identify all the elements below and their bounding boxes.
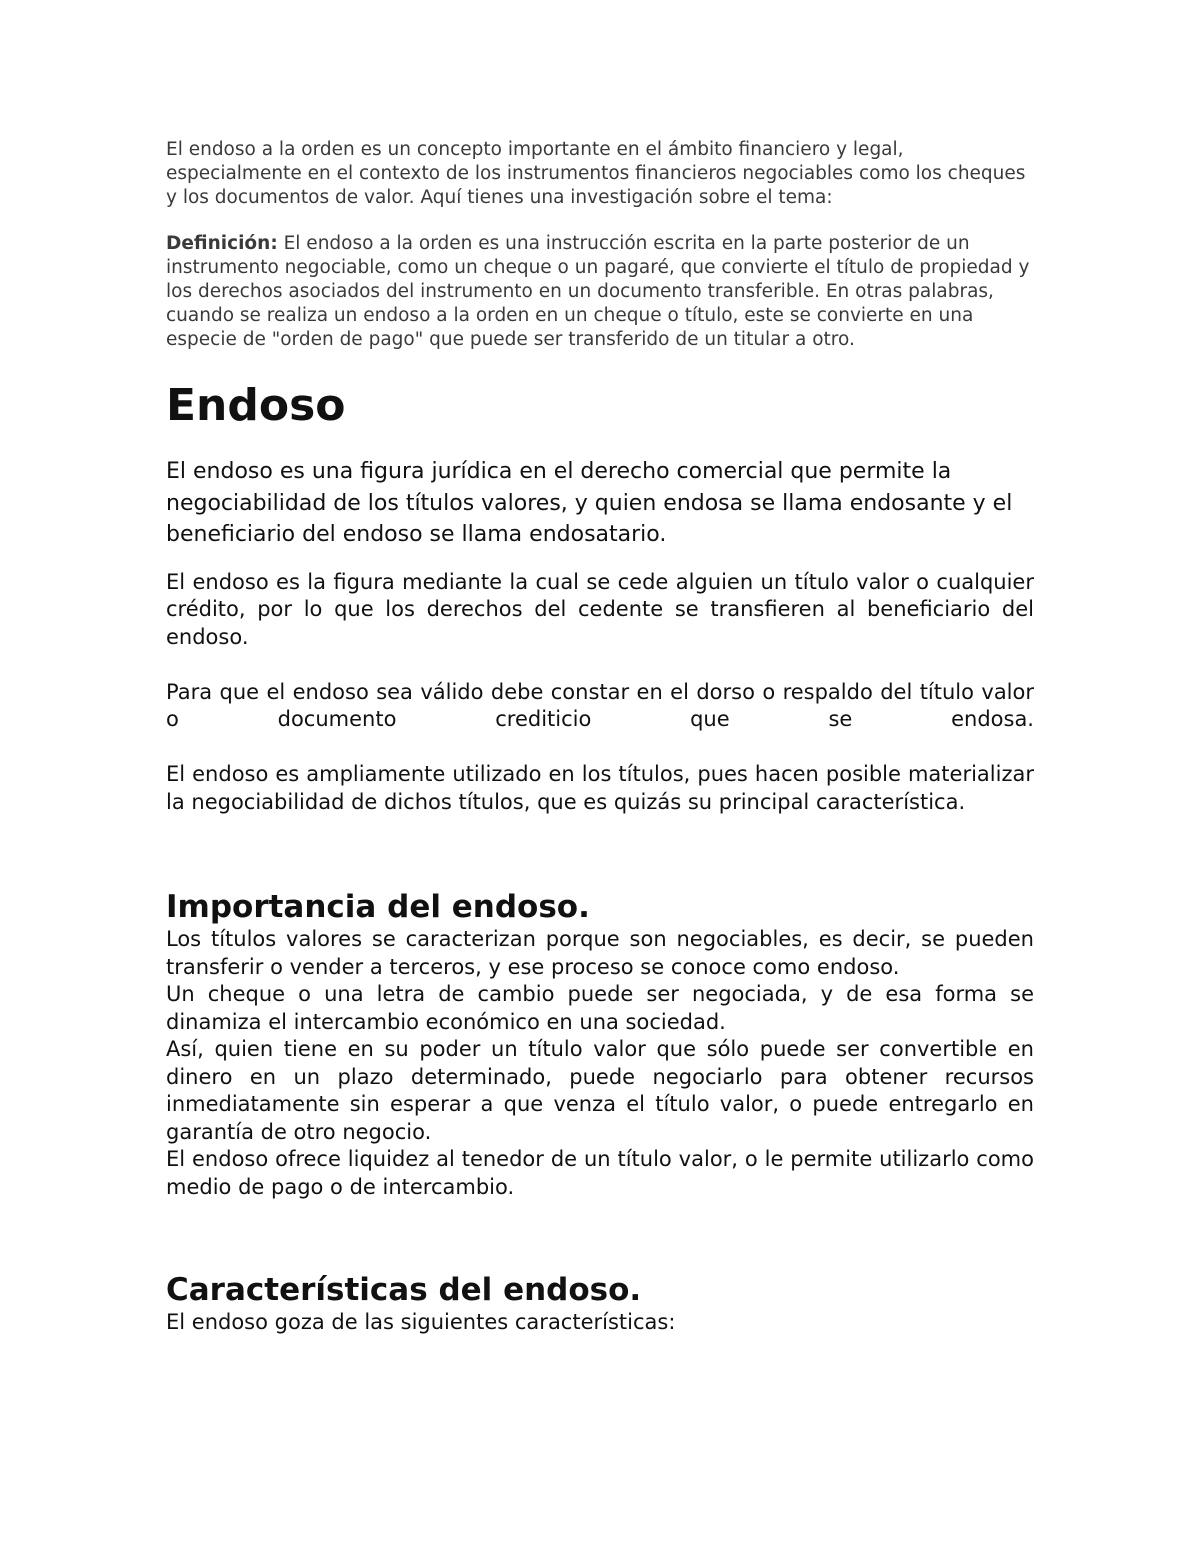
importancia-body: [166, 926, 1034, 1201]
endoso-paragraph: El endoso es la figura mediante la cual se cede alguien un título valor o cualquier crédito, por lo que los derechos del cedente se transfieren al beneficiario del endoso.: [166, 569, 1034, 649]
caracteristicas-body: [166, 1309, 1034, 1337]
page-title: Endoso: [166, 380, 346, 431]
definition-paragraph: [166, 232, 1034, 352]
importancia-section: [166, 888, 1034, 1201]
caracteristicas-intro: El endoso goza de las siguientes características:: [166, 1310, 676, 1334]
endoso-paragraph: Para que el endoso sea válido debe constar en el dorso o respaldo del título valor o documento crediticio que se endosa.: [166, 679, 1034, 731]
definition-text: El endoso a la orden es una instrucción escrita en la parte posterior de un instrumento negociable, como un cheque o un pagaré, que convierte el título de propiedad y los derechos asociados del instrumento en un documento transferible. En otras palabras, cuando se realiza un endoso a la orden en un cheque o título, este se convierte en una especie de "orden de pago" que puede ser transferido de un titular a otro.: [166, 233, 1030, 350]
endoso-body: [166, 569, 1034, 817]
importancia-paragraph: Un cheque o una letra de cambio puede ser negociada, y de esa forma se dinamiza el intercambio económico en una sociedad.: [166, 982, 1034, 1034]
document-page: [166, 138, 1034, 1337]
caracteristicas-heading: Características del endoso.: [166, 1272, 642, 1308]
caracteristicas-section: [166, 1271, 1034, 1337]
definition-label: Definición:: [166, 233, 278, 254]
importancia-paragraph: El endoso ofrece liquidez al tenedor de un título valor, o le permite utilizarlo como medio de pago o de intercambio.: [166, 1147, 1034, 1199]
endoso-lead-paragraph: El endoso es una figura jurídica en el derecho comercial que permite la negociabilidad de los títulos valores, y quien endosa se llama endosante y el beneficiario del endoso se llama endosatario.: [166, 459, 1013, 547]
endoso-paragraph: El endoso es ampliamente utilizado en los títulos, pues hacen posible materializar la negociabilidad de dichos títulos, que es quizás su principal característica.: [166, 762, 1034, 814]
importancia-heading: Importancia del endoso.: [166, 889, 590, 925]
intro-paragraph: El endoso a la orden es un concepto importante en el ámbito financiero y legal, especialmente en el contexto de los instrumentos financieros negociables como los cheques y los documentos de valor. Aquí tienes una investigación sobre el tema:: [166, 139, 1026, 208]
importancia-paragraph: Los títulos valores se caracterizan porque son negociables, es decir, se pueden transferir o vender a terceros, y ese proceso se conoce como endoso.: [166, 927, 1034, 979]
importancia-paragraph: Así, quien tiene en su poder un título valor que sólo puede ser convertible en dinero en un plazo determinado, puede negociarlo para obtener recursos inmediatamente sin esperar a que venza el título valor, o puede entregarlo en garantía de otro negocio.: [166, 1037, 1034, 1144]
